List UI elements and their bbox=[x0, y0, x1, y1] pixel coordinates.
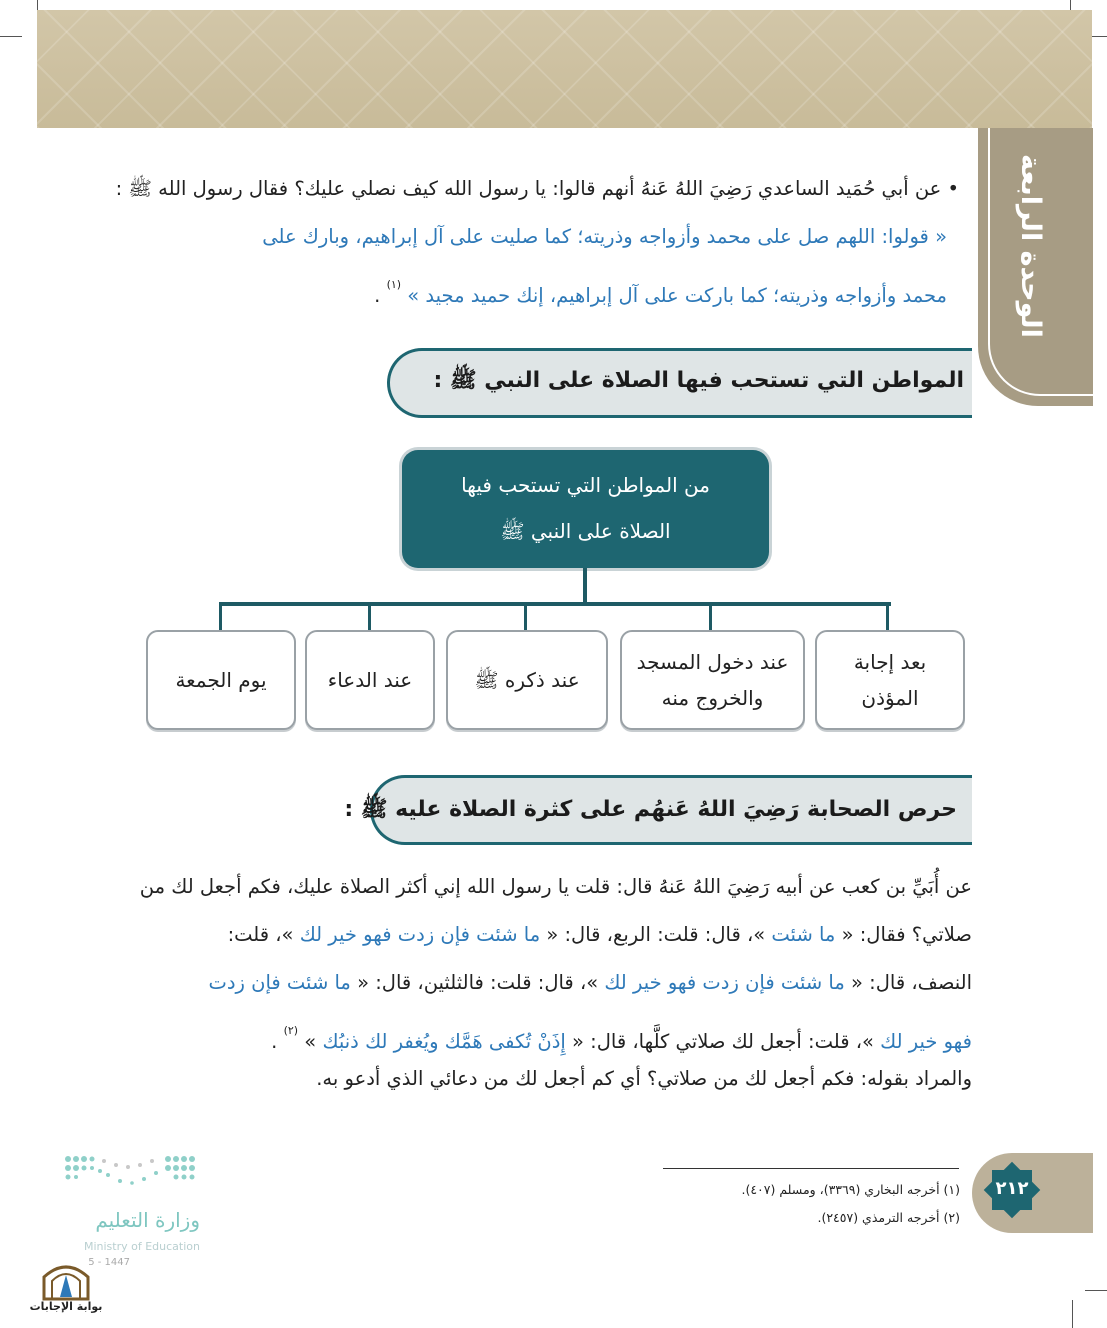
crop-mark bbox=[1072, 1300, 1073, 1328]
sentence-end: . bbox=[271, 1030, 278, 1053]
footnote-ref[interactable]: (١) bbox=[386, 278, 402, 291]
hadith2-quote: إِذَنْ تُكفى هَمَّك ويُغفر لك ذنبُك bbox=[322, 1030, 566, 1053]
leaf-line2: المؤذن bbox=[861, 686, 919, 710]
connector-line bbox=[219, 602, 891, 606]
leaf-line1: عند الدعاء bbox=[327, 668, 413, 692]
diagram-root-line2: الصلاة على النبي ﷺ bbox=[500, 519, 671, 543]
hadith1-quote: « قولوا: اللهم صل على محمد وأزواجه وذريته؛ كما صليت على آل إبراهيم، وبارك على bbox=[262, 225, 947, 248]
crop-mark bbox=[37, 0, 38, 10]
hadith2-text: عن أُبَيِّ بن كعب عن أبيه رَضِيَ اللهُ عَنهُ قال: قلت يا رسول الله إني أكثر الصلاة عليك، فكم أجعل لك من bbox=[139, 875, 972, 898]
hadith1-quote: محمد وأزواجه وذريته؛ كما باركت على آل إبراهيم، إنك حميد مجيد » bbox=[407, 284, 947, 307]
section-title: حرص الصحابة رَضِيَ اللهُ عَنهُم على كثرة الصلاة عليه ﷺ : bbox=[344, 797, 957, 822]
page-number: ٢١٢ bbox=[995, 1178, 1029, 1199]
hadith2-line1 bbox=[139, 862, 972, 911]
hadith2-text: »، قلت: bbox=[227, 923, 300, 946]
hadith2-quote: فهو خير لك bbox=[880, 1030, 972, 1053]
connector-line bbox=[886, 602, 889, 630]
hadith2-text: صلاتي؟ فقال: « bbox=[835, 923, 972, 946]
leaf-line1: يوم الجمعة bbox=[175, 668, 267, 692]
edition-year: 5 - 1447 bbox=[88, 1257, 130, 1268]
hadith2-text: »، قلت: أجعل لك صلاتي كلَّها، قال: « bbox=[565, 1030, 881, 1053]
footnote-ref[interactable]: (٢) bbox=[283, 1024, 299, 1037]
leaf-line2: والخروج منه bbox=[661, 686, 764, 710]
hadith2-text: النصف، قال: « bbox=[844, 971, 972, 994]
ministry-logo-dots bbox=[60, 1153, 200, 1195]
diagram-leaf bbox=[446, 630, 608, 730]
connector-line bbox=[368, 602, 371, 630]
leaf-line1: بعد إجابة bbox=[853, 650, 927, 674]
hadith2-quote: ما شئت فإن زدت bbox=[208, 971, 351, 994]
sentence-end: . bbox=[374, 284, 381, 307]
diagram-leaf bbox=[815, 630, 965, 730]
diagram-root-line1: من المواطن التي تستحب فيها bbox=[461, 473, 710, 497]
diagram-root bbox=[402, 450, 769, 568]
footnote-divider bbox=[663, 1168, 959, 1169]
crop-mark bbox=[0, 36, 22, 37]
hadith2-quote: ما شئت فإن زدت فهو خير لك bbox=[299, 923, 541, 946]
crop-mark bbox=[1085, 1290, 1107, 1291]
unit-title: الوحدة الرابعة bbox=[1015, 154, 1046, 338]
header-ornament-band bbox=[37, 10, 1092, 128]
leaf-line1: عند دخول المسجد bbox=[636, 650, 789, 674]
diagram-leaf bbox=[305, 630, 435, 730]
hadith1-line2 bbox=[147, 212, 947, 261]
section-title: المواطن التي تستحب فيها الصلاة على النبي ﷺ : bbox=[433, 368, 964, 393]
hadith1-text: • عن أبي حُمَيد الساعدي رَضِيَ اللهُ عَنهُ أنهم قالوا: يا رسول الله كيف نصلي عليك؟ فقال رسول الله ﷺ : bbox=[115, 177, 959, 200]
hadith2-text: »، قال: قلت: الربع، قال: « bbox=[540, 923, 772, 946]
hadith2-text: »، قال: قلت: فالثلثين، قال: « bbox=[350, 971, 605, 994]
hadith1-line1 bbox=[115, 164, 959, 213]
answers-portal-label[interactable]: بوابة الإجابات bbox=[29, 1300, 103, 1313]
ministry-name-arabic: وزارة التعليم bbox=[95, 1208, 200, 1232]
hadith2-text: » bbox=[304, 1030, 323, 1053]
answers-portal-logo-icon[interactable] bbox=[30, 1255, 102, 1325]
footnote: (١) أخرجه البخاري (٣٣٦٩)، ومسلم (٤٠٧). bbox=[741, 1182, 960, 1197]
connector-line bbox=[524, 602, 527, 630]
connector-line bbox=[583, 568, 587, 604]
leaf-line1: عند ذكره ﷺ bbox=[474, 668, 580, 692]
hadith2-text: والمراد بقوله: فكم أجعل لك من صلاتي؟ أي كم أجعل لك من دعائي الذي أدعو به. bbox=[316, 1067, 972, 1090]
hadith1-line3 bbox=[267, 260, 947, 320]
connector-line bbox=[709, 602, 712, 630]
crop-mark bbox=[1070, 0, 1071, 10]
ministry-name-english: Ministry of Education bbox=[83, 1240, 200, 1253]
hadith2-line2 bbox=[142, 910, 972, 959]
hadith2-quote: ما شئت فإن زدت فهو خير لك bbox=[604, 971, 845, 994]
hadith2-line3 bbox=[142, 958, 972, 1007]
hadith2-quote: ما شئت bbox=[771, 923, 836, 946]
connector-line bbox=[219, 602, 222, 630]
diagram-leaf bbox=[146, 630, 296, 730]
hadith2-line5 bbox=[142, 1054, 972, 1103]
diagram-leaf bbox=[620, 630, 805, 730]
footnote: (٢) أخرجه الترمذي (٢٤٥٧). bbox=[817, 1210, 960, 1225]
